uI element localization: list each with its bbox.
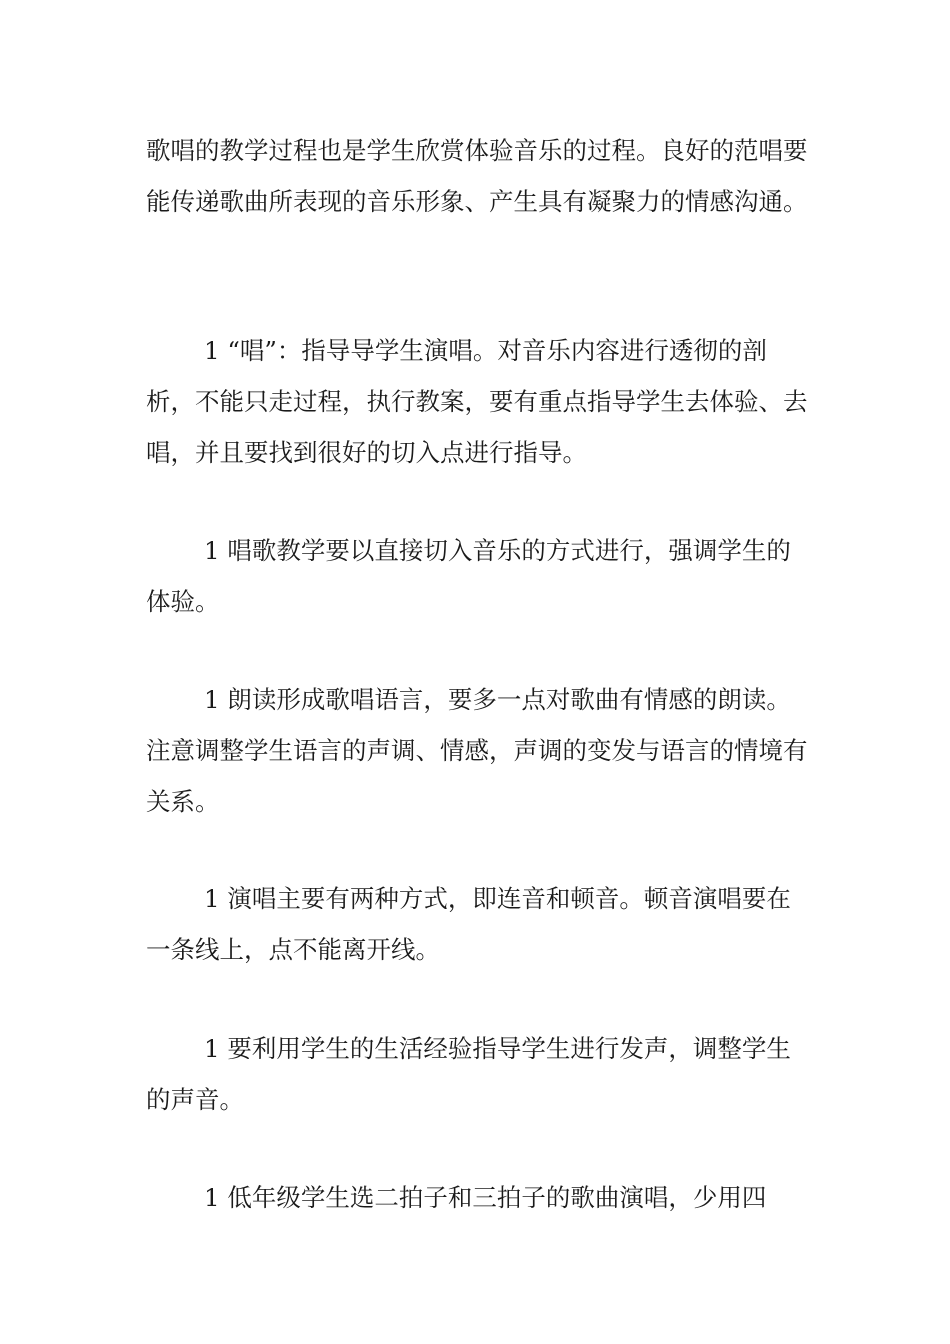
paragraph-direct-music: 1 唱歌教学要以直接切入音乐的方式进行，强调学生的体验。 <box>146 536 791 616</box>
paragraph-intro: 歌唱的教学过程也是学生欣赏体验音乐的过程。良好的范唱要能传递歌曲所表现的音乐形象、产生具有凝聚力的情感沟通。 <box>146 136 808 216</box>
paragraph-lower-grades: 1 低年级学生选二拍子和三拍子的歌曲演唱，少用四 <box>204 1183 767 1212</box>
paragraph-life-experience: 1 要利用学生的生活经验指导学生进行发声，调整学生的声音。 <box>146 1034 791 1114</box>
paragraph-sing-guidance: 1 “唱”：指导导学生演唱。对音乐内容进行透彻的剖析，不能只走过程，执行教案，要有重点指导学生去体验、去唱，并且要找到很好的切入点进行指导。 <box>146 336 808 467</box>
paragraph-reading: 1 朗读形成歌唱语言，要多一点对歌曲有情感的朗读。注意调整学生语言的声调、情感，声调的变发与语言的情境有关系。 <box>146 685 808 816</box>
paragraph-singing-modes: 1 演唱主要有两种方式，即连音和顿音。顿音演唱要在一条线上，点不能离开线。 <box>146 884 791 964</box>
